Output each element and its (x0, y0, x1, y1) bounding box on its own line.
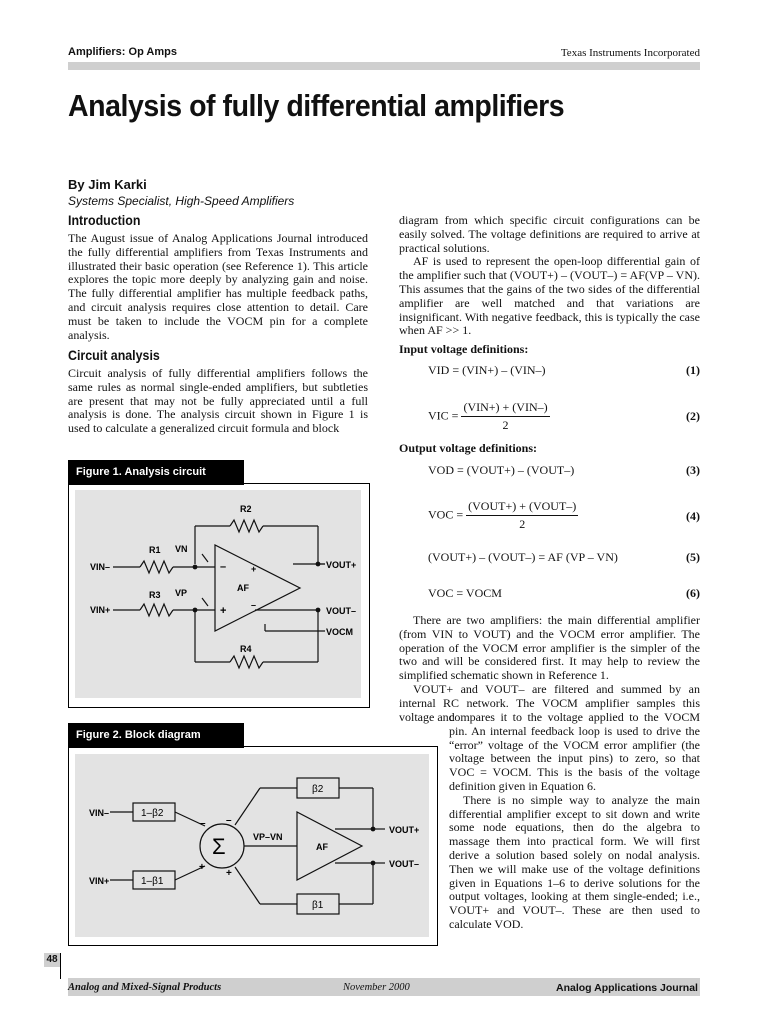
fig1-vp-label: VP (175, 588, 188, 598)
fig2-vin-minus: VIN– (89, 808, 110, 818)
page-number-rule (60, 953, 61, 979)
footer-date: November 2000 (343, 982, 410, 993)
running-header-company: Texas Instruments Incorporated (560, 47, 700, 59)
equation-3-number: (3) (686, 463, 700, 477)
equation-5-number: (5) (686, 550, 700, 564)
fig1-plus-output: + (251, 564, 257, 574)
footer-products: Analog and Mixed-Signal Products (68, 982, 222, 993)
author-role: Systems Specialist, High-Speed Amplifiers (68, 194, 295, 208)
author-name: By Jim Karki (68, 177, 147, 192)
circuit-analysis-heading: Circuit analysis (68, 348, 160, 363)
equation-4-number: (4) (686, 509, 700, 523)
fig1-r2-label: R2 (240, 504, 252, 514)
column2-lower-text (449, 711, 700, 932)
fig1-minus-input: – (220, 561, 227, 573)
fig1-vocm: VOCM (326, 627, 353, 637)
col2-paragraph-1: diagram from which specific circuit configurations can be easily solved. The voltage definitions are required to arrive at practical solutions. (399, 213, 700, 255)
fig2-vp-vn-label: VP–VN (253, 832, 283, 842)
fig1-vout-plus: VOUT+ (326, 560, 357, 570)
fig1-af-label: AF (237, 583, 249, 593)
eq1-rhs: (VIN+) – (VIN–) (462, 363, 546, 377)
fig1-vn-label: VN (175, 544, 188, 554)
column2-top-text (399, 214, 700, 338)
figure1-schematic (75, 490, 361, 698)
intro-heading: Introduction (68, 213, 141, 228)
equation-1: VID = (VIN+) – (VIN–) (428, 363, 546, 377)
fig2-one-minus-b2: 1–β2 (141, 808, 164, 819)
fig2-sigma-symbol: Σ (212, 834, 226, 859)
equation-2: VIC = $\frac{\text{(VIN+) + (VIN–)}}{2}$ (428, 400, 548, 432)
col2-paragraph-4: VOUT+ and VOUT– are filtered and summed by an internal RC network. The VOCM amplifier samples this voltage and (399, 681, 700, 724)
eq2-fraction (461, 400, 549, 433)
fig2-vout-plus: VOUT+ (389, 825, 420, 835)
equation-4: VOC = $\frac{\text{(VOUT+) + (VOUT–)}}{2}$ (428, 499, 577, 531)
fig2-b1-label: β1 (312, 900, 324, 911)
eq1-lhs: VID (428, 363, 450, 377)
equation-6-number: (6) (686, 586, 700, 600)
fig1-vin-minus: VIN– (90, 562, 111, 572)
col2-paragraph-2: AF is used to represent the open-loop differential gain of the amplifier such that (VOUT+) – (VOUT–) = AF(VP – VN). This assumes that the gains of the two sides of the differential amplifier are well matched and that variations are insignificant. With negative feedback, this is typically the case when AF >> 1. (399, 254, 700, 338)
eq3-lhs: VOD (428, 463, 454, 477)
fig2-one-minus-b1: 1–β1 (141, 876, 164, 887)
equation-3: VOD = (VOUT+) – (VOUT–) (428, 463, 575, 477)
footer-journal: Analog Applications Journal (556, 982, 698, 994)
output-definitions-heading: Output voltage definitions: (399, 441, 538, 455)
equation-6: VOC = VOCM (428, 586, 502, 600)
eq4-denominator: 2 (519, 517, 526, 531)
fig2-sum-plus-bottom: + (199, 862, 205, 873)
header-rule (68, 62, 700, 70)
figure1-label: Figure 1. Analysis circuit (68, 460, 244, 485)
figure2-block-diagram (75, 754, 429, 937)
article-title: Analysis of fully differential amplifiers (68, 88, 565, 123)
fig2-sum-minus-top: – (200, 818, 206, 829)
fig2-vout-minus: VOUT– (389, 859, 420, 869)
intro-paragraph: The August issue of Analog Applications Journal introduced the fully differential amplifiers from Texas Instruments and illustrated their basic operation (see Reference 1). This article explores the topic more deeply by analyzing gain and noise. The fully differential amplifier has multiple feedback paths, and circuit analysis requires close attention to detail. Care must be taken to include the VOCM pin for a complete analysis. (68, 231, 368, 342)
fig1-plus-input: + (220, 605, 227, 617)
fig2-af-label: AF (316, 842, 328, 852)
fig2-sum-plus-right: + (226, 868, 232, 879)
fig2-sum-minus-right: – (226, 815, 232, 826)
fig2-vin-plus: VIN+ (89, 876, 110, 886)
eq6-rhs: VOCM (465, 586, 502, 600)
fig1-vin-plus: VIN+ (90, 605, 111, 615)
col2-paragraph-5: There is no simple way to analyze the main differential amplifier except to sit down and write some node equations, then do the algebra to massage them into practical form. We will first derive a solution based solely on nodal analysis. Then we will make use of the voltage definitions given in Equations 1–6 to derive solutions for the output voltages, looking at them single-ended; i.e., VOUT+ and VOUT–. These are then used to calculate VOD. (449, 792, 700, 931)
figure2-label: Figure 2. Block diagram (68, 723, 244, 748)
eq6-lhs: VOC (428, 586, 454, 600)
equation-2-number: (2) (686, 409, 700, 423)
eq2-lhs: VIC (428, 408, 449, 423)
fig1-r1-label: R1 (149, 545, 161, 555)
figure2-panel (75, 754, 429, 937)
eq3-rhs: (VOUT+) – (VOUT–) (466, 463, 575, 477)
running-header-section: Amplifiers: Op Amps (68, 46, 177, 58)
input-definitions-heading: Input voltage definitions: (399, 342, 529, 356)
eq2-numerator: (VIN+) + (VIN–) (461, 400, 549, 417)
equation-1-number: (1) (686, 363, 700, 377)
fig1-r4-label: R4 (240, 644, 252, 654)
column2-middle-text (399, 614, 700, 724)
eq2-denominator: 2 (502, 418, 509, 432)
equation-5: (VOUT+) – (VOUT–) = AF (VP – VN) (428, 550, 618, 564)
col2-paragraph-3: There are two amplifiers: the main differential amplifier (from VIN to VOUT) and the VOCM error amplifier. The operation of the VOCM error amplifier is the simpler of the two and will be considered first. It may help to review the simplified schematic shown in Reference 1. (399, 613, 700, 683)
fig1-minus-output: – (251, 600, 257, 610)
fig1-r3-label: R3 (149, 590, 161, 600)
eq4-lhs: VOC (428, 507, 454, 522)
fig1-vout-minus: VOUT– (326, 606, 357, 616)
col2-paragraph-4-continued: compares it to the voltage applied to the VOCM pin. An internal feedback loop is used to drive the “error” voltage of the VOCM error amplifier (the voltage between the input pins) to zero, so that VOC = VOCM. This is the basis of the voltage definition given in Equation 6. (449, 710, 700, 793)
eq4-fraction (466, 499, 578, 532)
fig2-b2-label: β2 (312, 784, 324, 795)
circuit-analysis-paragraph: Circuit analysis of fully differential amplifiers follows the same rules as normal single-ended amplifiers, but subtleties are present that may not be fully appreciated until a full analysis is done. The analysis circuit shown in Figure 1 is used to calculate a generalized circuit formula and block (68, 366, 368, 436)
eq4-numerator: (VOUT+) + (VOUT–) (466, 499, 578, 516)
figure1-panel (75, 490, 361, 698)
page-number: 48 (44, 953, 60, 967)
